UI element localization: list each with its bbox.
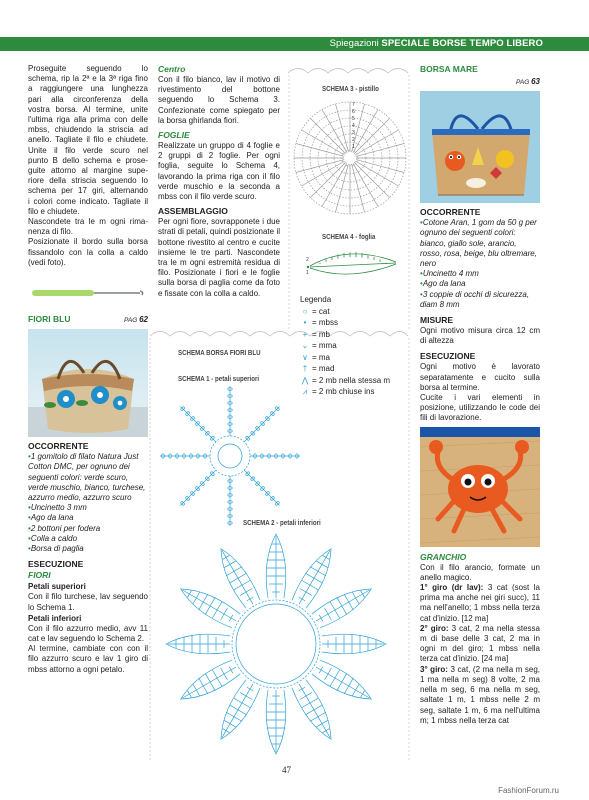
occorrente-item: • Cotone Aran, 1 gom da 50 g per ognuno dei seguenti colori: bianco, giallo sole, arancio, rosso, rosa, beige, blu oltremare, nero: [420, 218, 540, 269]
svg-text:2: 2: [352, 137, 355, 143]
intro-line: Proseguite seguendo lo: [28, 64, 148, 73]
occorrente-item: • Ago da lana: [28, 513, 148, 523]
svg-text:1: 1: [352, 144, 355, 150]
borsa-mare-pag-ref: [420, 77, 540, 88]
legend-symbol: †: [302, 364, 308, 373]
schema-borsa-title: SCHEMA BORSA FIORI BLU: [178, 348, 261, 357]
legend-item: [298, 352, 390, 364]
intro-line: guite attorno al margine supe-: [28, 166, 148, 176]
svg-text:1: 1: [306, 270, 309, 276]
giro-2-label: 2° giro:: [420, 623, 449, 633]
intro-line: (vedi foto).: [28, 257, 66, 267]
giro-3-label: 3° giro:: [420, 664, 448, 674]
intro-line: a raggiungere una lunghezza: [28, 84, 148, 94]
legend-symbol: ⩘: [302, 387, 308, 396]
header-title: [330, 37, 543, 51]
intro-line: l'ultima riga alla prima con delle: [28, 115, 148, 125]
legend-label: = 2 mb chiuse ins: [312, 387, 375, 396]
esecuzione-text-2: Cucite i vari elementi in posizione, utilizzando le code dei fili di lavorazione.: [420, 393, 540, 423]
schema1-diagram: [158, 384, 308, 534]
borsa-mare-photo: [420, 91, 540, 203]
schema4-diagram: [304, 246, 404, 276]
occorrente-list-2: [420, 218, 540, 310]
giro-1-label: 1° giro (dr lav):: [420, 583, 484, 593]
centro-text: Con il filo bianco, lav il motivo di rivestimento del bottone seguendo lo Schema 3. Confezionate come spiegato per la borsa ghirlanda fiori.: [158, 75, 280, 125]
column-4: [420, 64, 540, 726]
occorrente-item: • 2 bottoni per fodera: [28, 524, 148, 534]
intro-text: [28, 64, 148, 268]
legend-symbol: ⋀: [301, 375, 309, 385]
esecuzione-title: ESECUZIONE: [28, 559, 84, 570]
intro-line: nenza di filo.: [28, 227, 73, 237]
fiori-blu-bag-photo: [28, 329, 148, 437]
occorrente-item: • Borsa di paglia: [28, 544, 148, 554]
end-text: Al termine, cambiate con con il filo azzurro scuro e lav 1 giro di mbss attorno a ogni petalo.: [28, 644, 148, 674]
pag-number: 63: [531, 77, 540, 86]
occorrente-title-2: OCCORRENTE: [420, 207, 481, 218]
granchio-photo: [420, 427, 540, 547]
intro-line: schema, rip la 2ª e la 3ª riga fino: [28, 74, 148, 84]
intro-line: filo e chiudete.: [28, 206, 80, 216]
svg-text:3: 3: [352, 130, 355, 136]
column-1: [28, 64, 148, 675]
occorrente-item: • Ago da lana: [420, 279, 540, 289]
petali-superiori-text: Con il filo turchese, lav seguendo lo Schema 1.: [28, 592, 148, 612]
legend-symbol: +: [302, 329, 308, 339]
esecuzione-title-2: ESECUZIONE: [420, 351, 476, 362]
giro-3: [420, 665, 540, 726]
schema3-diagram: [290, 98, 410, 218]
legend-label: = cat: [312, 306, 330, 316]
legend-label: = mbss: [312, 318, 339, 327]
legend-item: [298, 340, 390, 352]
intro-line: schema per 17 giri, alternando: [28, 186, 148, 196]
misure-title: MISURE: [420, 315, 454, 326]
header-section: SPECIALE BORSE TEMPO LIBERO: [381, 38, 543, 49]
intro-line: Unite il filo verde scuro nel: [28, 145, 148, 155]
legend-label: = mma: [312, 341, 337, 350]
giro-1-text: 3 cat (sost la prima ma anche nei giri succ), 11 ma nell'anello; 1 mbss nella terza cat d'inizio. [12 ma]: [420, 583, 540, 623]
header-prefix: Spiegazioni: [329, 38, 379, 49]
borsa-mare-title: BORSA MARE: [420, 64, 478, 74]
intro-line: pari alla circonferenza della: [28, 94, 148, 104]
legend-symbol: •: [303, 318, 307, 327]
intro-line: anello. Tagliate il filo e chiudete.: [28, 135, 148, 145]
fiori-blu-title: FIORI BLU: [28, 314, 71, 325]
crochet-hook-image: [28, 286, 148, 300]
petali-inferiori-title: Petali inferiori: [28, 613, 82, 623]
giro-3-text: 3 cat, (2 ma nella m seg, 1 ma nella m seg) 8 volte, 2 ma nella m seg, 6 ma nella m seg, saltate 1 m, 1 mbss nelle 2 m seg, saltate 1 m, 6 ma nell'ultima m; 1 mbss nella terza cat: [420, 664, 540, 725]
occorrente-item: • Uncinetto 3 mm: [28, 503, 148, 513]
intro-line: mbss, chiudendo la striscia ad: [28, 125, 148, 135]
legend-item: [298, 306, 390, 318]
legend-item: [298, 317, 390, 329]
granchio-text: Con il filo arancio, formate un anello magico.: [420, 562, 540, 582]
schema2-title: SCHEMA 2 - petali inferiori: [243, 518, 321, 527]
pag-label: PAG: [124, 317, 138, 325]
watermark: FashionForum.ru: [498, 786, 559, 795]
misure-text: Ogni motivo misura circa 12 cm di altezza: [420, 326, 540, 346]
occorrente-list: [28, 452, 148, 554]
svg-text:6: 6: [352, 109, 355, 115]
intro-line: punto B dello schema e prose-: [28, 155, 148, 165]
legend-label: = ma: [312, 352, 331, 362]
occorrente-item: • Uncinetto 4 mm: [420, 269, 540, 279]
legend-item: [298, 386, 390, 398]
foglie-title: FOGLIE: [158, 130, 190, 141]
giro-2-text: 3 cat, 2 ma nella stessa m di base delle 3 cat, 2 ma in ogni m del giro; 1 mbss nella terza cat d'inizio. [24 ma]: [420, 623, 540, 664]
schema4-title: SCHEMA 4 - foglia: [322, 232, 376, 241]
legend-item: [298, 329, 390, 341]
petali-superiori-title: Petali superiori: [28, 582, 86, 592]
intro-line: fissandolo con la colla a caldo: [28, 247, 148, 257]
column-2: [158, 64, 280, 299]
intro-line: riore della striscia seguendo lo: [28, 176, 148, 186]
schema1-title: SCHEMA 1 - petali superiori: [178, 374, 260, 383]
legend-label: = mb: [312, 329, 331, 339]
assemblaggio-text: Per ogni fiore, sovrapponete i due strati di petali, quindi posizionate il bottone rivestito al centro e cucite insieme le tre parti. Nascondete tra le m ogni estremità residua di filo. Posizionate i fiori e le foglie sulla borsa di paglia come da foto e fissate con la colla a caldo.: [158, 217, 280, 298]
legend-item: [298, 363, 390, 375]
intro-line: Nascondete tra le m ogni rima-: [28, 217, 148, 227]
esecuzione-text: Ogni motivo è lavorato separatamente e cucito sulla borsa al termine.: [420, 362, 540, 392]
occorrente-item: • 1 gomitolo di filato Natura Just Cotton DMC, per ognuno dei seguenti colori: verde scuro, verde muschio, bianco, turchese, azzurro medio, azzurro scuro: [28, 452, 148, 503]
occorrente-item: • Colla a caldo: [28, 534, 148, 544]
legend-title: Legenda: [300, 295, 332, 304]
occorrente-item: • 3 coppie di occhi di sicurezza, diam 8 mm: [420, 290, 540, 310]
legend-symbol: ○: [302, 306, 308, 316]
fiori-subtitle: FIORI: [28, 570, 51, 581]
svg-text:4: 4: [352, 123, 355, 129]
foglie-text: Realizzate un gruppo di 4 foglie e 2 gruppi di 2 foglie. Per ogni foglia, seguite lo Schema 4, lavorando la prima riga con il filo verde muschio e la seconda a mbss con il filo verde scuro.: [158, 141, 280, 202]
legend-label: = 2 mb nella stessa m: [312, 375, 391, 385]
intro-line: i colori come indicato. Tagliate il: [28, 196, 148, 206]
granchio-title: GRANCHIO: [420, 551, 467, 562]
pag-number: 62: [139, 315, 148, 325]
svg-text:5: 5: [352, 116, 355, 122]
legend-symbol: ∨: [302, 352, 308, 362]
page-number: 47: [282, 765, 291, 775]
legend-label: = mad: [312, 364, 335, 373]
pag-label: PAG: [516, 79, 530, 86]
giro-2: [420, 624, 540, 665]
schema3-title: SCHEMA 3 - pistillo: [322, 84, 379, 93]
giro-1: [420, 583, 540, 624]
legend: [298, 294, 390, 398]
legend-item: [298, 375, 390, 387]
legend-symbol: ⌄: [301, 341, 309, 350]
svg-text:7: 7: [352, 102, 355, 108]
intro-line: vostra borsa. Al termine, unite: [28, 104, 148, 114]
petali-inferiori-text: Con il filo azzurro medio, avv 11 cat e lav seguendo lo Schema 2.: [28, 623, 148, 643]
occorrente-title: OCCORRENTE: [28, 441, 89, 452]
intro-line: Posizionate il bordo sulla borsa: [28, 237, 148, 247]
assemblaggio-title: ASSEMBLAGGIO: [158, 206, 228, 217]
schema2-diagram: [158, 528, 398, 768]
svg-text:2: 2: [306, 257, 309, 263]
centro-title: Centro: [158, 64, 186, 74]
